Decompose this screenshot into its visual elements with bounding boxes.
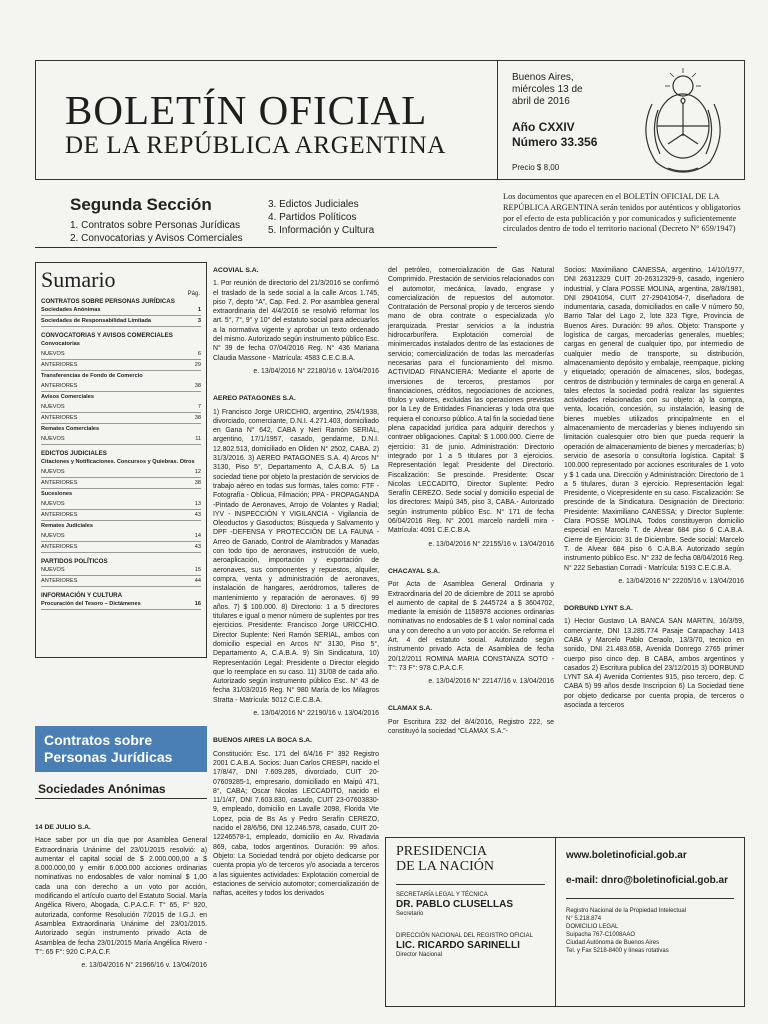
section-title: Segunda Sección — [70, 195, 212, 214]
sumario-row[interactable] — [41, 499, 201, 510]
sumario-groups — [41, 298, 201, 610]
sumario-heading: EDICTOS JUDICIALES — [41, 450, 107, 457]
sumario-row-page: 43 — [194, 544, 201, 550]
sumario-row-label: Convocatorias — [41, 341, 80, 347]
sumario-row-page: 12 — [194, 469, 201, 475]
contact-line: Ciudad Autónoma de Buenos Aires — [566, 940, 660, 946]
sumario-row-page: 7 — [197, 404, 201, 410]
sumario-row-label: NUEVOS — [41, 501, 65, 507]
sumario-row[interactable] — [41, 576, 201, 587]
entry-body: Por Escritura 232 del 8/4/2016, Registro 222, se constituyó la sociedad “CLAMAX S.A.”- — [388, 718, 554, 736]
office-label: DIRECCIÓN NACIONAL DEL REGISTRO OFICIAL — [396, 933, 533, 939]
sumario-row[interactable] — [41, 360, 201, 371]
sumario-row-label: ANTERIORES — [41, 383, 78, 389]
entry-reference: e. 13/04/2016 N° 22205/16 v. 13/04/2016 — [618, 577, 744, 585]
column-3 — [388, 266, 554, 736]
sumario-row[interactable] — [41, 349, 201, 360]
sumario-row[interactable] — [41, 510, 201, 521]
sumario-row-label: ANTERIORES — [41, 544, 78, 550]
official-role: Secretario — [396, 911, 424, 917]
sumario-row-label: Citaciones y Notificaciones. Concursos y Quiebras. Otros — [41, 459, 195, 465]
official-role: Director Nacional — [396, 952, 443, 958]
sumario-row[interactable] — [41, 381, 201, 392]
sumario-row-page: 14 — [194, 533, 201, 539]
email-link[interactable]: e-mail: dnro@boletinoficial.gob.ar — [566, 875, 728, 886]
sumario-row[interactable] — [41, 467, 201, 478]
sumario-heading: CONTRATOS SOBRE PERSONAS JURÍDICAS — [41, 298, 175, 305]
sumario-row-label: Procuración del Tesoro – Dictámenes — [41, 601, 141, 607]
sumario-row-label: ANTERIORES — [41, 415, 78, 421]
entry-body: del petróleo, comercialización de Gas Natural Comprimido. Prestación de servicios relacionados con el automotor, mecánica, lavado, engrase y comercialización de repuestos del automotor. Contratación de Personal propio y de terceros siendo mano de obra contrate o especializada y/o jerarquizada. Prestar servicios a la industria hidrocarburífera. Explotación comercial de minimercados instalados dentro de las estaciones de servicio; comercialización de todas las mercaderías necesarias para el funcionamiento del mismo. ACTIVIDAD FINANCIERA: Mediante el aporte de inversiones de terceros, prestamos por financiaciones, créditos, negociaciones de acciones, títulos y valores, excluidas las operaciones previstas por la Ley de Entidades Financieras y toda otra que requiera el concurso público. A tal fin la sociedad tiene plena capacidad jurídica para adquirir derechos y contraer obligaciones. Capital: $ 1.000.000. Cierre de ejercicio: 31 de junio. Administración: Directorio integrado por 1 a 5 titulares por 3 ejercicios. Representación legal: Presidente del Directorio. Fiscalización: Se prescinde. Presidente: Oscar Nicolas LECCADITO, Director Suplente: Pedro Serafín CEREZO. Sede social y domicilio especial de los directores: Maipú 345, piso 3, CABA.- Autorizado según instrumento público Esc. N° 171 de fecha 06/04/2016 Reg. N° 2001 marcelo nardelli mira - Matrícula: 4091 C.E.C.B.A. — [388, 267, 554, 535]
section-item: 4. Partidos Políticos — [268, 212, 357, 223]
sumario-row[interactable] — [41, 521, 201, 531]
issue-date: Buenos Aires, miércoles 13 de abril de 2016 — [512, 72, 583, 107]
entry-title: DORBUND LYNT S.A. — [564, 605, 633, 613]
official-name: LIC. RICARDO SARINELLI — [396, 940, 520, 951]
sumario-row-page: 13 — [194, 501, 201, 507]
section-item: 5. Información y Cultura — [268, 225, 375, 236]
contact-box — [555, 837, 745, 1007]
presidencia-title: PRESIDENCIA — [396, 844, 488, 859]
entry-body: Hace saber por un día que por Asamblea General Extraordinaria Unánime del 23/01/2015 resolvió: a) aumentar el capital social de $ 2.000.000,00 a $ 8.000.000,00 y emitir 6.000.000 acciones ordinarias nominativas no endosables de valor nominal $ 1,00 cada una con derecho a un voto por acción, modificando el artículo cuarto del Estatuto Social. María Angélica Rivero, Abogada, C.P.A.C.F. T° 65, F° 920, autorizada, conforme Resolución 7/2015 de I.G.J. en Asamblea Extraordinaria Unánime del 23/01/2015. Autorizado según instrumento privado Acta de Asamblea de fecha 23/01/2015 María Angélica Rivero - T°: 65 F°: 920 C.P.A.C.F. — [35, 837, 207, 956]
sumario-row-label: Sociedades de Responsabilidad Limitada — [41, 318, 152, 324]
entry-reference: e. 13/04/2016 N° 21966/16 v. 13/04/2016 — [81, 962, 207, 970]
entry-14-de-julio — [35, 823, 207, 970]
sumario-row-page: 16 — [194, 601, 201, 607]
column-2 — [213, 266, 379, 898]
sumario-row[interactable] — [41, 305, 201, 316]
contact-line: DOMICILIO LEGAL — [566, 924, 619, 930]
issue-price: Precio $ 8,00 — [512, 163, 560, 172]
sumario-row[interactable] — [41, 434, 201, 445]
entry-title: CHACAYAL S.A. — [388, 567, 440, 575]
sumario-row-label: ANTERIORES — [41, 480, 78, 486]
sumario-row-label: Sociedades Anónimas — [41, 307, 101, 313]
sumario-row-label: NUEVOS — [41, 436, 65, 442]
entry-reference: e. 13/04/2016 N° 22155/16 v. 13/04/2016 — [428, 540, 554, 548]
section-item: 3. Edictos Judiciales — [268, 199, 359, 210]
issue-year: Año CXXIV — [512, 120, 575, 134]
sumario-row-page: 11 — [195, 436, 201, 442]
coat-of-arms-icon — [628, 64, 738, 176]
entry-title: CLAMAX S.A. — [388, 705, 433, 713]
sumario-row[interactable] — [41, 339, 201, 349]
contact-line: Suipacha 767-C1008AAO — [566, 932, 636, 938]
divider — [35, 798, 207, 799]
sumario-heading: CONVOCATORIAS Y AVISOS COMERCIALES — [41, 332, 173, 339]
entry-body: Constitución: Esc. 171 del 6/4/16 F° 392 Registro 2001 C.A.B.A. Socios: Juan Carlos CRESPI, nacido el 17/8/47, DNI 7.609.285, divorciado, CUIT 20-07609285-1, empresario, domiciliado en Maipú 471, 8°, CABA; Oscar Nicolas LECCADITO, nacido el 11/1/47, DNI 7.603.830, casado, CUIT 23-07603830-9, empleado, domicilio en Lavalle 2098, Florida Vte Lopez, pcia de Bs As y Pedro Serafín CEREZO, nacido el 28/6/56, DNI 12.246.578, casado, CUIT 20-12246578-1, empleado, domicilio en Av. Rivadavia 869, caba, todos argentinos. Duración: 99 años. Objeto: La Sociedad tendrá por objeto dedicarse por cuenta propia y/o de terceros y/o asociada a terceros a las siguientes actividades: Explotación comercial de estaciones de servicio automotor; comercialización de naftas, aceites y todos los derivados — [213, 750, 379, 898]
sumario-row[interactable] — [41, 392, 201, 402]
sumario-row[interactable] — [41, 402, 201, 413]
sumario-row[interactable] — [41, 457, 201, 467]
entry-body: 1. Por reunión de directorio del 21/3/2016 se confirmó el traslado de la sede social a la calle Arcos 1.745, piso 7, depto “A”, Cap. Fed. 2. Por asamblea general extraordinaria del 4/4/2016 se resolvió reformar los art. 5°, 7°, 9° y 10° del estatuto social para adecuarlos a la normativa vigente y aprobar un texto ordenado del mismo. Autorizado según instrumento público Esc. N° 39 de fecha 07/04/2016 Reg. N° 436 Mariana Claudia Massone - Matrícula: 4583 C.E.C.B.A. — [213, 280, 379, 362]
banner-line: Personas Jurídicas — [44, 749, 173, 765]
entry-reference: e. 13/04/2016 N° 22180/16 v. 13/04/2016 — [253, 367, 379, 375]
sumario-heading: INFORMACIÓN Y CULTURA — [41, 592, 123, 599]
sumario-row-label: Transferencias de Fondo de Comercio — [41, 373, 143, 379]
contact-line: Tel. y Fax 5218-8400 y líneas rotativas — [566, 948, 669, 954]
presidencia-box — [385, 837, 555, 1007]
sumario-row-label: ANTERIORES — [41, 362, 78, 368]
sumario-row-label: Remates Judiciales — [41, 523, 93, 529]
entry-title: BUENOS AIRES LA BOCA S.A. — [213, 737, 312, 745]
sumario-row-label: NUEVOS — [41, 567, 65, 573]
entry-body: 1) Francisco Jorge URICCHIO, argentino, 25/4/1938, divorciado, comerciante, D.N.I. 4.271.403, domiciliado en Gana N° 642, CABA y Neri Ramón SERIAL, argentino, 17/1/1957, casado, gendarme, D.N.I. 12.802.513, domiciliado en Oliden N° 2502, CABA. 2) 31/3/2016. 3) AEREO PATAGONES S.A. 4) Arcos N° 3130, Piso 5°, Departamento A, C.A.B.A. 5) La sociedad tiene por objeto la prestación de servicios de trabajo aéreo en todas sus formas, tales como: FTF - Fotografía - Oblicua, Filmación; PPA - PROPAGANDA -Pintado de Aeronaves, Arrojo de Volantes y Radial; IYV - INSPECCIÓN Y VIGILANCIA - Vigilancia de Oleoductos y Gasoductos; Búsqueda y Salvamento y DPF -DEFENSA Y PROTECCIÓN DE LA FAUNA - Arreo de Ganado, Control de Alambrados y Manadas con todo tipo de aeronaves, instrucción de vuelo, aeroaplicación, importación y exportación de aeronaves, sus componentes y repuestos, alquiler, compra, venta y administración de aeronaves, instalación de hangares, aeródromos, talleres de mantenimiento y reparación de aeronaves. 6) 99 años. 7) $ 100.000. 8) Directorio: 1 a 5 directores titulares e igual o menor número de suplentes por tres ejercicios. Presidente: Francisco Jorge URICCHIO. Director Suplente: Neri Ramón SERIAL, ambos con domicilio especial en Arcos N° 3130, Piso 5°, Departamento A, C.A.B.A. 9) Sin Sindicatura, 10) Representación Legal: Presidente o Director elegido que lo reemplace en su caso. 11) 31/08 de cada año. Autorizado según instrumento público Esc. N° 43 de fecha 31/03/2016 Reg. N° 980 María de los Milagros Stratta - Matrícula: 5012 C.E.C.B.A. — [213, 408, 379, 704]
sumario-row-page: 38 — [194, 480, 201, 486]
sumario-row[interactable] — [41, 531, 201, 542]
sumario-row[interactable] — [41, 565, 201, 576]
category-title: Sociedades Anónimas — [38, 782, 166, 796]
section-item: 1. Contratos sobre Personas Jurídicas — [70, 220, 241, 231]
sumario-row[interactable] — [41, 424, 201, 434]
office-label: SECRETARÍA LEGAL Y TÉCNICA — [396, 892, 488, 898]
sumario-row-page: 15 — [194, 567, 201, 573]
section-list-right — [268, 198, 374, 237]
sumario-row-label: Sucesiones — [41, 491, 73, 497]
legal-note: Los documentos que aparecen en el BOLETÍN OFICIAL DE LA REPÚBLICA ARGENTINA serán tenidos por auténticos y obligatorios por el efecto de esta publicación y por comunicados y suficientemente circulados dentro de todo el territorio nacional (Decreto N° 659/1947) — [503, 192, 741, 234]
sumario-row[interactable] — [41, 413, 201, 424]
sumario-row-page: 29 — [194, 362, 201, 368]
sumario-row-label: Remates Comerciales — [41, 426, 100, 432]
sumario-row-page: 43 — [194, 512, 201, 518]
sumario-row[interactable] — [41, 371, 201, 381]
sumario-row-page: 38 — [194, 383, 201, 389]
issue-number: Número 33.356 — [512, 135, 598, 149]
publication-title: BOLETÍN OFICIAL — [65, 87, 428, 133]
page-column-label: Pág. — [187, 291, 200, 297]
sumario-row-page: 44 — [194, 578, 201, 584]
contact-line: N° 5.218.874 — [566, 916, 602, 922]
sumario-title: Sumario — [41, 267, 116, 292]
issue-year-number — [512, 120, 597, 150]
sumario-row-label: NUEVOS — [41, 533, 65, 539]
sumario-row-page: 38 — [194, 415, 201, 421]
entry-body: Por Acta de Asamblea General Ordinaria y Extraordinaria del 20 de diciembre de 2011 se aprobó el aumento de capital de $ 2445724 a $ 3604702, mediante la emisión de 1158978 acciones ordinarias nominativas no endosables de $ 1 valor nominal cada una y con derecho a un voto por acción. Se reforma el Art. 4 del estatuto social. Autorizado según instrumento privado Acta de Asamblea de fecha 20/12/2011 ROMINA MARIA CONSTANZA SOTO - T°: 73 F°: 978 C.P.A.C.F. — [388, 581, 554, 672]
column-4 — [564, 266, 744, 710]
entry-title: AEREO PATAGONES S.A. — [213, 395, 296, 403]
sumario-row-page: 1 — [197, 307, 201, 313]
sumario-row-label: NUEVOS — [41, 351, 65, 357]
contact-line: Registro Nacional de la Propiedad Intelectual — [566, 908, 687, 914]
sumario-box — [35, 262, 207, 658]
entry-reference: e. 13/04/2016 N° 22190/16 v. 13/04/2016 — [253, 710, 379, 718]
entry-body: 1) Hector Gustavo LA BANCA SAN MARTIN, 16/3/59, comerciante, DNI 13.285.774 Pasaje Carapachay 1413 CABA y Marcelo Pablo Ceraolo, 13/3/70, tecnico en sonido, DNI 21.483.658, Avenida Donrego 2765 primer cuerpo piso cinco dep. B CABA, ambos argentinos y casados 2) Escritura publica del 23/12/2015 3) DORBUND LYNT SA 4) Avenida Corrientes 915, piso tercero, dep. C CABA 5) 99 años desde Inscripcion 6) La Sociedad tiene por objeto dedicarse por cuenta propia, de terceros o asociada a terceros — [564, 618, 744, 710]
sumario-row[interactable] — [41, 316, 201, 327]
sumario-row-label: ANTERIORES — [41, 512, 78, 518]
sumario-row[interactable] — [41, 599, 201, 610]
section-item: 2. Convocatorias y Avisos Comerciales — [70, 233, 243, 244]
section-list-left — [70, 219, 243, 245]
sumario-row-label: NUEVOS — [41, 469, 65, 475]
official-name: DR. PABLO CLUSELLAS — [396, 899, 514, 910]
sumario-row-label: NUEVOS — [41, 404, 65, 410]
sumario-heading: PARTIDOS POLÍTICOS — [41, 558, 108, 565]
entry-reference: e. 13/04/2016 N° 22147/16 v. 13/04/2016 — [428, 678, 554, 686]
sumario-row-page: 6 — [197, 351, 201, 357]
sumario-row-page: 3 — [197, 318, 201, 324]
entry-title: ACOVIAL S.A. — [213, 267, 259, 274]
website-link[interactable]: www.boletinoficial.gob.ar — [566, 850, 687, 861]
sumario-row[interactable] — [41, 478, 201, 489]
banner-line: Contratos sobre — [44, 732, 153, 748]
sumario-row[interactable] — [41, 489, 201, 499]
sumario-row-label: Avisos Comerciales — [41, 394, 94, 400]
section-banner — [35, 726, 207, 772]
entry-body: Socios: Maximiliano CANESSA, argentino, 14/10/1977, DNI 26312329 CUIT 20-26312329-9, casado, ingeniero industrial, y Clara POSSE MOLINA, argentina, 28/8/1981, DNI 29041054, CUIT 27-29041054-7, diseñadora de indumentaria, casada, domiciliados en calle V número 50, Barrio Talar del Lago 2, lote 323 Tigre, Provincia de Buenos Aires. Duración: 99 años. Objeto: Transporte y logística de cargas, mercaderías generales, muebles; cargas en general de cualquier tipo, por intermedio de cualquier medio de transporte, su distribución, almacenamiento depósito y embalaje, reempaque, picking y etiquetado; operación de almacenes, silos, bodegas, centros de distribución y terminales de carga en general. A tales efectos la sociedad podrá realizar las siguientes actividades relacionadas con su objeto: a) la compra, venta, locación, concesión, su instalación, leasing de bienes muebles utilizados principalmente en el almacenamiento de mercaderías y bienes incluyendo sin limitación cualesquier otro bien que pueda requerir la operación de almacenamiento de bienes y mercaderías; b) servicio de asesoría o consultoría logística. Capital: $ 100.000 representado por acciones escriturales de 1 voto y $ 1 cada una. Dirección y Administración: Directorio de 1 a 5 titulares, duran 3 ejercicio. Representación legal: Presidente, o Vicepresidente en su caso. Fiscalización: Se prescinde de la Sindicatura. Designación de Directorio: Presidente: Maximiliano CANESSA; y Director Suplente: Clara POSSE MOLINA. Todos constituyeron domicilio especial en Marcelo T. de Alvear 684 piso 6 C.A.B.A. Cierre de Ejercicio: 31 de Diciembre. Sede social: Marcelo T. de Alvear 684 piso 6 C.A.B.A Autorizado según instrumento público Esc. N° 232 de fecha 08/04/2016 Reg. N° 222 Sebastian Corradi - Matrícula: 5193 C.E.C.B.A. — [564, 267, 744, 572]
publication-subtitle: DE LA REPÚBLICA ARGENTINA — [65, 132, 446, 159]
sumario-row-label: ANTERIORES — [41, 578, 78, 584]
presidencia-title: DE LA NACIÓN — [396, 859, 494, 874]
sumario-row[interactable] — [41, 542, 201, 553]
entry-title: 14 DE JULIO S.A. — [35, 824, 91, 831]
